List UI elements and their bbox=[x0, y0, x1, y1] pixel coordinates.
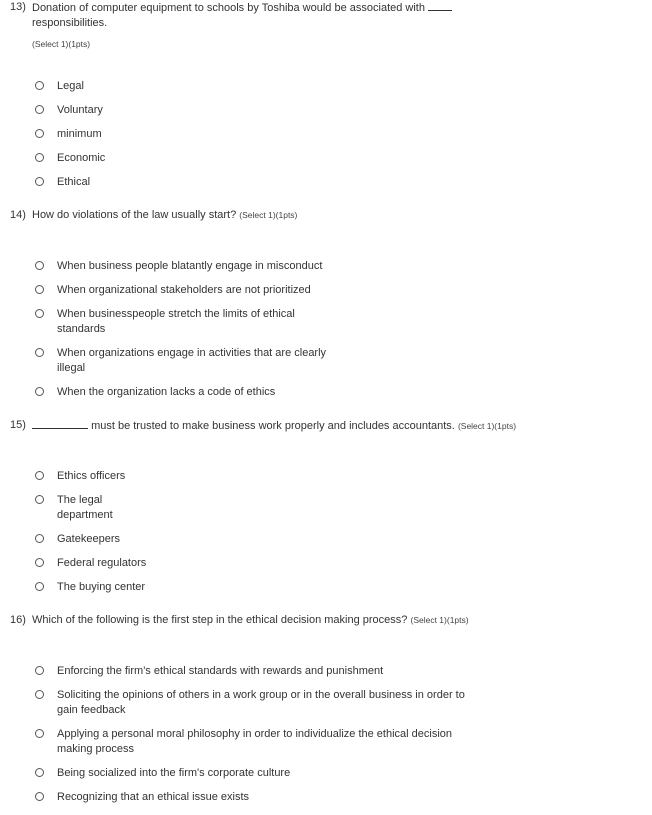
option-label: Legal bbox=[57, 80, 84, 92]
radio-button[interactable] bbox=[35, 177, 44, 186]
question-text-line: How do violations of the law usually start? bbox=[32, 209, 237, 221]
option-label: When business people blatantly engage in misconduct bbox=[57, 260, 323, 272]
question-number: 14) bbox=[10, 209, 26, 221]
option-label: The buying center bbox=[57, 581, 146, 593]
option-label: Gatekeepers bbox=[57, 533, 120, 545]
question-meta: (Select 1)(1pts) bbox=[239, 210, 298, 220]
radio-button[interactable] bbox=[35, 534, 44, 543]
answer-blank bbox=[32, 418, 88, 429]
option-recognizing-issue[interactable] bbox=[35, 790, 249, 806]
option-label: Recognizing that an ethical issue exists bbox=[57, 791, 249, 803]
option-personal-moral-philosophy[interactable] bbox=[35, 727, 453, 759]
radio-button[interactable] bbox=[35, 582, 44, 591]
option-label: When organizational stakeholders are not prioritized bbox=[57, 284, 311, 296]
option-label: Soliciting the opinions of others in a work group or in the overall business in order to gain feedback bbox=[57, 689, 465, 716]
question-text bbox=[32, 418, 516, 434]
radio-button[interactable] bbox=[35, 558, 44, 567]
question-meta: (Select 1)(1pts) bbox=[410, 615, 469, 625]
option-label: Being socialized into the firm's corporate culture bbox=[57, 767, 291, 779]
question-number: 15) bbox=[10, 419, 26, 431]
option-stretch-limits[interactable] bbox=[35, 307, 295, 339]
question-text bbox=[32, 208, 297, 223]
option-label: Applying a personal moral philosophy in order to individualize the ethical decision making process bbox=[57, 728, 453, 755]
option-label: When organizations engage in activities that are clearly illegal bbox=[57, 347, 327, 374]
question-number: 13) bbox=[10, 1, 26, 13]
option-label: Enforcing the firm's ethical standards with rewards and punishment bbox=[57, 665, 384, 677]
option-legal-department[interactable] bbox=[35, 493, 113, 525]
option-blatant-misconduct[interactable] bbox=[35, 259, 323, 275]
option-ethics-officers[interactable] bbox=[35, 469, 126, 485]
question-text bbox=[32, 0, 632, 49]
option-ethical[interactable] bbox=[35, 175, 91, 191]
radio-button[interactable] bbox=[35, 105, 44, 114]
question-text-line2: responsibilities. bbox=[32, 17, 108, 29]
option-label: When the organization lacks a code of ethics bbox=[57, 386, 276, 398]
option-stakeholders-not-prioritized[interactable] bbox=[35, 283, 311, 299]
question-text-line: must be trusted to make business work properly and includes accountants. bbox=[91, 420, 455, 432]
option-label: Federal regulators bbox=[57, 557, 147, 569]
radio-button[interactable] bbox=[35, 129, 44, 138]
option-label: When businesspeople stretch the limits of ethical standards bbox=[57, 308, 295, 335]
radio-button[interactable] bbox=[35, 387, 44, 396]
option-clearly-illegal[interactable] bbox=[35, 346, 327, 378]
option-soliciting-opinions[interactable] bbox=[35, 688, 465, 720]
option-label: The legal department bbox=[57, 494, 113, 521]
question-text-line: Which of the following is the first step in the ethical decision making process? bbox=[32, 614, 408, 626]
radio-button[interactable] bbox=[35, 471, 44, 480]
radio-button[interactable] bbox=[35, 792, 44, 801]
option-economic[interactable] bbox=[35, 151, 106, 167]
radio-button[interactable] bbox=[35, 768, 44, 777]
radio-button[interactable] bbox=[35, 666, 44, 675]
question-16 bbox=[10, 613, 650, 629]
option-legal[interactable] bbox=[35, 79, 84, 95]
radio-button[interactable] bbox=[35, 261, 44, 270]
question-15 bbox=[10, 418, 650, 434]
option-federal-regulators[interactable] bbox=[35, 556, 147, 572]
radio-button[interactable] bbox=[35, 729, 44, 738]
question-meta: (Select 1)(1pts) bbox=[32, 39, 91, 49]
option-label: minimum bbox=[57, 128, 102, 140]
option-minimum[interactable] bbox=[35, 127, 102, 143]
question-meta: (Select 1)(1pts) bbox=[457, 421, 517, 431]
question-text bbox=[32, 613, 469, 628]
option-label: Voluntary bbox=[57, 104, 103, 116]
option-socialized[interactable] bbox=[35, 766, 291, 782]
option-buying-center[interactable] bbox=[35, 580, 146, 596]
option-gatekeepers[interactable] bbox=[35, 532, 120, 548]
radio-button[interactable] bbox=[35, 81, 44, 90]
option-lacks-code[interactable] bbox=[35, 385, 276, 401]
radio-button[interactable] bbox=[35, 348, 44, 357]
question-14 bbox=[10, 208, 630, 224]
question-text-line1: Donation of computer equipment to schools by Toshiba would be associated with bbox=[32, 2, 425, 14]
option-label: Ethics officers bbox=[57, 470, 126, 482]
question-13 bbox=[10, 0, 630, 52]
radio-button[interactable] bbox=[35, 153, 44, 162]
radio-button[interactable] bbox=[35, 309, 44, 318]
option-voluntary[interactable] bbox=[35, 103, 103, 119]
radio-button[interactable] bbox=[35, 690, 44, 699]
radio-button[interactable] bbox=[35, 285, 44, 294]
option-enforcing-standards[interactable] bbox=[35, 664, 384, 680]
question-number: 16) bbox=[10, 614, 26, 626]
option-label: Ethical bbox=[57, 176, 91, 188]
option-label: Economic bbox=[57, 152, 106, 164]
radio-button[interactable] bbox=[35, 495, 44, 504]
answer-blank bbox=[428, 0, 452, 11]
